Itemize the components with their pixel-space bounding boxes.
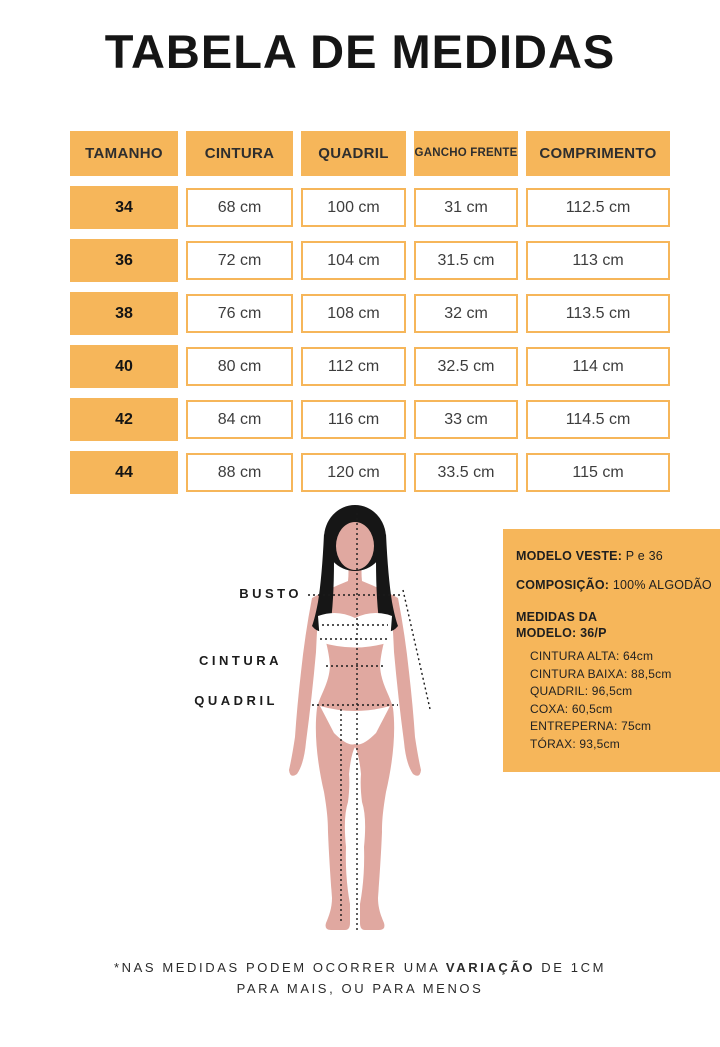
composition-label: COMPOSIÇÃO:	[516, 578, 610, 592]
measure-cell: 84 cm	[186, 400, 293, 439]
column-header-comprimento: COMPRIMENTO	[526, 131, 670, 176]
measure-cell: 32 cm	[414, 294, 518, 333]
footnote-line1	[0, 957, 720, 978]
measure-cell: 68 cm	[186, 188, 293, 227]
figure-label-busto: BUSTO	[239, 586, 302, 601]
measure-cell: 104 cm	[301, 241, 406, 280]
measure-cell: 113.5 cm	[526, 294, 670, 333]
body-figure-illustration	[262, 502, 452, 937]
footnote-line1-suffix: DE 1CM	[535, 960, 607, 975]
size-table	[70, 131, 670, 494]
measure-cell: 31 cm	[414, 188, 518, 227]
measure-cell: 114 cm	[526, 347, 670, 386]
measure-cell: 114.5 cm	[526, 400, 670, 439]
column-header-cintura: CINTURA	[186, 131, 293, 176]
composition-value: 100% ALGODÃO	[612, 578, 712, 592]
figure-bra	[318, 613, 392, 648]
measurement-item: CINTURA BAIXA: 88,5cm	[530, 666, 672, 681]
measurement-item: ENTREPERNA: 75cm	[530, 719, 652, 733]
model-wears-line	[516, 549, 712, 563]
measure-cell: 115 cm	[526, 453, 670, 492]
measure-cell: 116 cm	[301, 400, 406, 439]
measurement-item: COXA: 60,5cm	[530, 701, 613, 716]
page-title: TABELA DE MEDIDAS	[104, 25, 616, 78]
model-measurements-list	[530, 648, 712, 753]
model-wears-value: P e 36	[625, 549, 663, 563]
measure-cell: 112 cm	[301, 347, 406, 386]
model-wears-label: MODELO VESTE:	[516, 549, 623, 563]
measure-cell: 76 cm	[186, 294, 293, 333]
measurement-item: QUADRIL: 96,5cm	[530, 684, 633, 698]
measure-cell: 31.5 cm	[414, 241, 518, 280]
size-cell: 34	[70, 186, 178, 229]
size-cell: 42	[70, 398, 178, 441]
measure-cell: 113 cm	[526, 241, 670, 280]
figure-label-quadril: QUADRIL	[194, 693, 278, 708]
size-cell: 44	[70, 451, 178, 494]
measure-cell: 33.5 cm	[414, 453, 518, 492]
measurement-item: TÓRAX: 93,5cm	[530, 736, 620, 751]
size-cell: 36	[70, 239, 178, 282]
measure-cell: 80 cm	[186, 347, 293, 386]
measure-cell: 120 cm	[301, 453, 406, 492]
measure-cell: 88 cm	[186, 453, 293, 492]
model-info-box	[503, 529, 720, 772]
measure-cell: 72 cm	[186, 241, 293, 280]
size-cell: 38	[70, 292, 178, 335]
model-measurements-title-line2: MODELO: 36/P	[516, 626, 607, 640]
footnote-line2: PARA MAIS, OU PARA MENOS	[236, 981, 484, 996]
measure-cell: 33 cm	[414, 400, 518, 439]
measure-cell: 32.5 cm	[414, 347, 518, 386]
figure-face	[336, 522, 374, 570]
column-header-gancho-frente: GANCHO FRENTE	[414, 131, 518, 176]
size-cell: 40	[70, 345, 178, 388]
figure-body	[289, 559, 421, 930]
figure-label-cintura: CINTURA	[199, 653, 282, 668]
measurement-item: CINTURA ALTA: 64cm	[530, 649, 654, 663]
measure-cell: 100 cm	[301, 188, 406, 227]
figure-section	[0, 500, 720, 947]
footnote	[0, 957, 720, 999]
measure-cell: 112.5 cm	[526, 188, 670, 227]
measure-cell: 108 cm	[301, 294, 406, 333]
footnote-line1-prefix: *NAS MEDIDAS PODEM OCORRER UMA	[113, 960, 446, 975]
composition-line	[516, 578, 712, 592]
column-header-quadril: QUADRIL	[301, 131, 406, 176]
model-measurements-title	[516, 609, 712, 641]
model-measurements-title-line1: MEDIDAS DA	[516, 610, 598, 624]
footnote-line1-bold: VARIAÇÃO	[445, 960, 536, 975]
column-header-tamanho: TAMANHO	[70, 131, 178, 176]
